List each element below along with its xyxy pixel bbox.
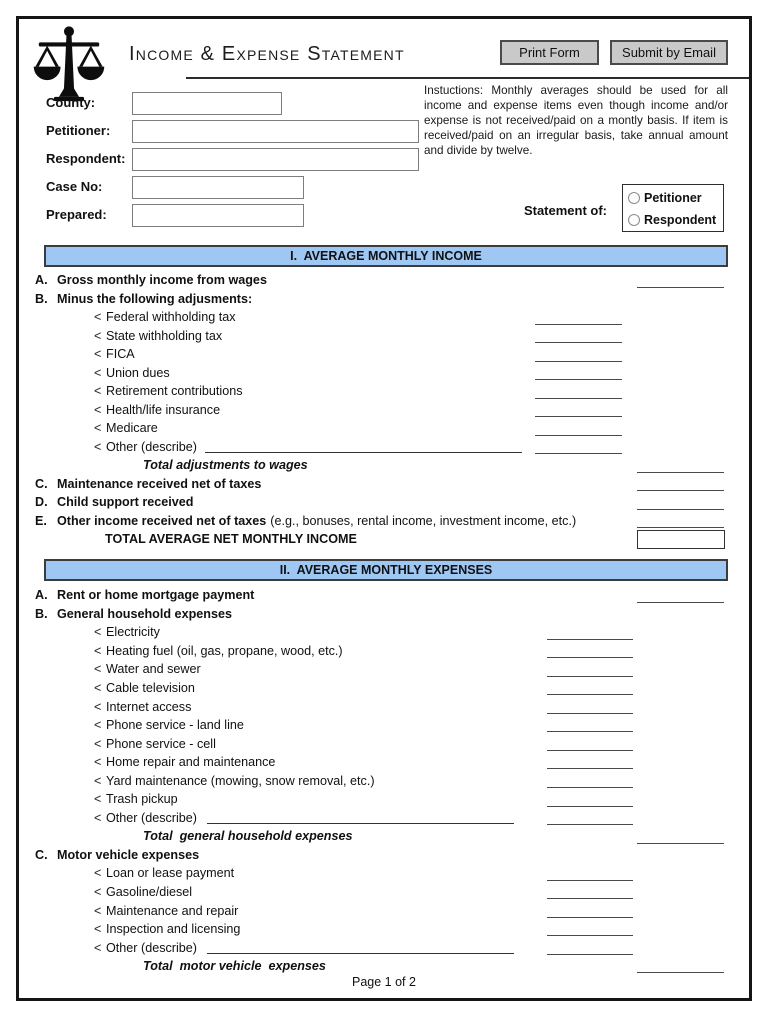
expense-item: < Water and sewer — [35, 660, 735, 679]
page-number: Page 1 of 2 — [352, 975, 416, 989]
bullet: < — [94, 810, 102, 825]
expense-item-other: < Other (describe) — [35, 938, 735, 957]
petitioner-input[interactable] — [132, 120, 419, 143]
amount-field[interactable] — [547, 880, 633, 881]
amount-field[interactable] — [547, 787, 633, 788]
amount-field[interactable] — [547, 731, 633, 732]
prepared-label: Prepared: — [46, 207, 107, 222]
respondent-input[interactable] — [132, 148, 419, 171]
income-item: < State withholding tax — [35, 327, 735, 346]
describe-field[interactable] — [207, 953, 514, 954]
bullet: < — [94, 773, 102, 788]
describe-field[interactable] — [205, 452, 522, 453]
expense-row-a: A. Rent or home mortgage payment — [35, 586, 735, 605]
income-rows — [35, 271, 735, 549]
bullet: < — [94, 792, 102, 807]
amount-field[interactable] — [547, 694, 633, 695]
statement-of-group — [622, 184, 724, 232]
amount-field[interactable] — [637, 972, 724, 973]
bullet: < — [94, 699, 102, 714]
describe-field[interactable] — [207, 823, 514, 824]
expense-item: < Cable television — [35, 679, 735, 698]
bullet: < — [94, 625, 102, 640]
expense-item: < Heating fuel (oil, gas, propane, wood, etc.) — [35, 642, 735, 661]
expense-item: < Gasoline/diesel — [35, 883, 735, 902]
income-row-e: E. Other income received net of taxes (e.g., bonuses, rental income, investment income, etc.) — [35, 512, 735, 531]
expense-subtotal-household: Total general household expenses — [35, 827, 735, 846]
expense-row-b: B. General household expenses — [35, 606, 232, 621]
amount-field[interactable] — [547, 750, 633, 751]
bullet: < — [94, 365, 102, 380]
bullet: < — [94, 922, 102, 937]
amount-field[interactable] — [535, 416, 622, 417]
bullet: < — [94, 940, 102, 955]
amount-field[interactable] — [547, 676, 633, 677]
income-subtotal-adjustments: Total adjustments to wages — [35, 456, 735, 475]
instructions-text: Instuctions: Monthly averages should be used for all income and expense items even though income and/or expense is not received/paid on a montly basis. If item is received/paid on an irregular basis, take annual amount and divide by twelve. — [424, 84, 728, 157]
expense-item: < Phone service - cell — [35, 734, 735, 753]
expense-item: < Trash pickup — [35, 790, 735, 809]
income-item: < FICA — [35, 345, 735, 364]
amount-field[interactable] — [547, 806, 633, 807]
income-item: < Health/life insurance — [35, 401, 735, 420]
radio-respondent-icon[interactable] — [628, 214, 640, 226]
bullet: < — [94, 736, 102, 751]
income-item: < Retirement contributions — [35, 382, 735, 401]
amount-field[interactable] — [547, 917, 633, 918]
amount-field[interactable] — [535, 435, 622, 436]
county-label: County: — [46, 95, 96, 110]
county-input[interactable] — [132, 92, 282, 115]
case-no-input[interactable] — [132, 176, 304, 199]
income-row-a: A. Gross monthly income from wages — [35, 271, 735, 290]
form-page — [16, 16, 752, 1001]
amount-field[interactable] — [535, 453, 622, 454]
amount-field[interactable] — [637, 287, 724, 288]
bullet: < — [94, 718, 102, 733]
amount-field[interactable] — [535, 398, 622, 399]
expense-item: < Electricity — [35, 623, 735, 642]
expense-item: < Yard maintenance (mowing, snow removal, etc.) — [35, 771, 735, 790]
bullet: < — [94, 439, 102, 454]
page-title: Income & Expense Statement — [129, 43, 405, 65]
bullet: < — [94, 755, 102, 770]
amount-field[interactable] — [547, 768, 633, 769]
case-no-label: Case No: — [46, 179, 103, 194]
expense-item: < Inspection and licensing — [35, 920, 735, 939]
income-row-b: B. Minus the following adjusments: — [35, 291, 253, 306]
bullet: < — [94, 347, 102, 362]
amount-field[interactable] — [547, 713, 633, 714]
amount-field[interactable] — [637, 490, 724, 491]
amount-field[interactable] — [637, 472, 724, 473]
bullet: < — [94, 662, 102, 677]
bullet: < — [94, 866, 102, 881]
expense-item: < Home repair and maintenance — [35, 753, 735, 772]
bullet: < — [94, 885, 102, 900]
income-item: < Medicare — [35, 419, 735, 438]
expense-item: < Internet access — [35, 697, 735, 716]
expense-item-other: < Other (describe) — [35, 809, 735, 828]
header-divider — [186, 77, 749, 79]
petitioner-label: Petitioner: — [46, 123, 111, 138]
bullet: < — [94, 402, 102, 417]
total-income-box[interactable] — [637, 530, 725, 549]
radio-respondent-label: Respondent — [644, 213, 717, 227]
radio-option-respondent[interactable] — [628, 211, 716, 229]
income-row-c: C. Maintenance received net of taxes — [35, 475, 735, 494]
amount-field[interactable] — [637, 843, 724, 844]
amount-field[interactable] — [637, 509, 724, 510]
amount-field[interactable] — [535, 361, 622, 362]
expense-row-c: C. Motor vehicle expenses — [35, 847, 200, 862]
amount-field[interactable] — [547, 639, 633, 640]
radio-petitioner-icon[interactable] — [628, 192, 640, 204]
amount-field[interactable] — [547, 935, 633, 936]
income-item: < Union dues — [35, 364, 735, 383]
expense-rows — [35, 586, 735, 975]
expense-item: < Maintenance and repair — [35, 901, 735, 920]
amount-field[interactable] — [637, 602, 724, 603]
bullet: < — [94, 681, 102, 695]
bullet: < — [94, 421, 102, 436]
prepared-input[interactable] — [132, 204, 304, 227]
amount-field[interactable] — [535, 342, 622, 343]
bullet: < — [94, 310, 102, 325]
submit-by-email-button[interactable]: Submit by Email — [610, 40, 728, 65]
income-item-other: < Other (describe) — [35, 438, 735, 457]
income-item: < Federal withholding tax — [35, 308, 735, 327]
bullet: < — [94, 384, 102, 399]
section-income-header: I. AVERAGE MONTHLY INCOME — [44, 245, 728, 267]
expense-item: < Loan or lease payment — [35, 864, 735, 883]
section-expenses-header: II. AVERAGE MONTHLY EXPENSES — [44, 559, 728, 581]
expense-item: < Phone service - land line — [35, 716, 735, 735]
amount-field[interactable] — [535, 379, 622, 380]
income-grand-total: TOTAL AVERAGE NET MONTHLY INCOME — [35, 530, 735, 549]
bullet: < — [94, 328, 102, 343]
radio-option-petitioner[interactable] — [628, 189, 702, 207]
bullet: < — [94, 643, 102, 658]
radio-petitioner-label: Petitioner — [644, 191, 702, 205]
income-row-d: D. Child support received — [35, 493, 735, 512]
print-form-button[interactable]: Print Form — [500, 40, 599, 65]
bullet: < — [94, 903, 102, 918]
amount-field[interactable] — [535, 324, 622, 325]
statement-of-label: Statement of: — [523, 203, 607, 218]
expense-subtotal-vehicle: Total motor vehicle expenses — [35, 957, 735, 976]
amount-field[interactable] — [637, 527, 724, 528]
amount-field[interactable] — [547, 657, 633, 658]
amount-field[interactable] — [547, 954, 633, 955]
amount-field[interactable] — [547, 824, 633, 825]
amount-field[interactable] — [547, 898, 633, 899]
respondent-label: Respondent: — [46, 151, 126, 166]
